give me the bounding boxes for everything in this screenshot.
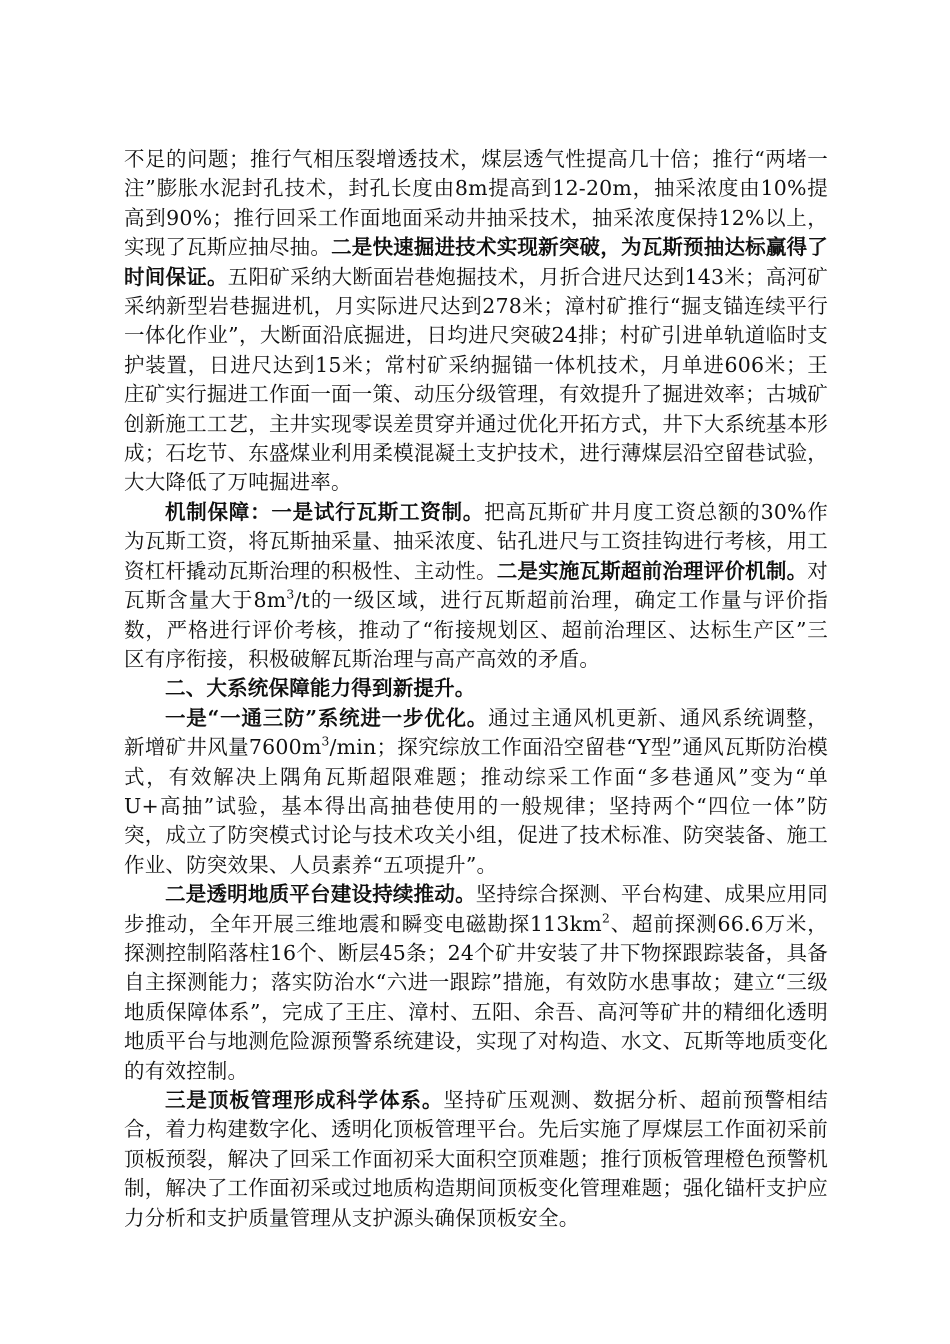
text-run: 把高瓦斯矿井月度工资总额的30%作为瓦斯工资，将瓦斯抽采量、抽采浓度、钻孔进尺与工资挂钩进行考核，用工资杠杆撬动瓦斯治理的积极性、主动性。 (124, 499, 829, 583)
bold-heading-run: 三是顶板管理形成科学体系。 (165, 1088, 444, 1112)
paragraph (124, 145, 828, 498)
text-run: 不足的问题；推行气相压裂增透技术，煤层透气性提高几十倍；推行“两堵一注”膨胀水泥封孔技术，封孔长度由8m提高到12-20m，抽采浓度由10%提高到90%；推行回采工作面地面采动井抽采技术，抽采浓度保持12%以上，实现了瓦斯应抽尽抽。 (124, 147, 828, 260)
text-run: 对瓦斯含量大于8m (124, 558, 828, 613)
bold-heading-run: 二是实施瓦斯超前治理评价机制。 (496, 558, 808, 583)
bold-heading-run: 二是快速掘进技术实现新突破，为瓦斯预抽达标赢得了时间保证。 (124, 235, 828, 289)
bold-heading-run: 一是“一通三防”系统进一步优化。 (165, 705, 489, 730)
document-body (124, 145, 828, 1233)
text-run: 五阳矿采纳大断面岩巷炮掘技术，月折合进尺达到143米；高河矿采纳新型岩巷掘进机，月实际进尺达到278米；漳村矿推行“掘支锚连续平行一体化作业”，大断面沿底掘进，日均进尺突破24排；村矿引进单轨道临时支护装置，日进尺达到15米；常村矿采纳掘锚一体机技术，月单进606米；王庄矿实行掘进工作面一面一策、动压分级管理，有效提升了掘进效率；古城矿创新施工工艺，主井实现零误差贯穿并通过优化开拓方式，井下大系统基本形成；石圪节、东盛煤业利用柔模混凝土支护技术，进行薄煤层沿空留巷试验，大大降低了万吨掘进率。 (124, 264, 828, 495)
paragraph (124, 704, 828, 880)
section-heading (124, 674, 828, 703)
text-run: /min；探究综放工作面沿空留巷“Y型”通风瓦斯防治模式，有效解决上隅角瓦斯超限难题；推动综采工作面“多巷通风”变为“单U+高抽”试验，基本得出高抽巷使用的一般规律；坚持两个“四位一体”防突，成立了防突模式讨论与技术攻关小组，促进了技术标准、防突装备、施工作业、防突效果、人员素养“五项提升”。 (124, 735, 828, 877)
superscript: 3 (321, 734, 330, 749)
bold-heading-run: 机制保障：一是试行瓦斯工资制。 (165, 499, 485, 524)
superscript: 2 (601, 910, 610, 925)
paragraph (124, 1086, 828, 1233)
paragraph (124, 880, 828, 1086)
bold-heading-run: 二是透明地质平台建设持续推动。 (165, 882, 476, 907)
bold-heading-run: 二、大系统保障能力得到新提升。 (165, 676, 476, 701)
text-run: /t的一级区域，进行瓦斯超前治理，确定工作量与评价指数，严格进行评价考核，推动了“衔接规划区、超前治理区、达标生产区”三区有序衔接，积极破解瓦斯治理与高产高效的矛盾。 (124, 588, 828, 671)
text-run: 、超前探测66.6万米，探测控制陷落柱16个、断层45条；24个矿井安装了井下物探跟踪装备，具备自主探测能力；落实防治水“六进一跟踪”措施，有效防水患事故；建立“三级地质保障体系”，完成了王庄、漳村、五阳、余吾、高河等矿井的精细化透明地质平台与地测危险源预警系统建设，实现了对构造、水文、瓦斯等地质变化的有效控制。 (124, 911, 828, 1083)
text-run: 坚持综合探测、平台构建、成果应用同步推动，全年开展三维地震和瞬变电磁勘探113km (124, 882, 829, 936)
text-run: 通过主通风机更新、通风系统调整，新增矿井风量7600m (124, 705, 828, 760)
text-run: 坚持矿压观测、数据分析、超前预警相结合，着力构建数字化、透明化顶板管理平台。先后实施了厚煤层工作面初采前顶板预裂，解决了回采工作面初采大面积空顶难题；推行顶板管理橙色预警机制，解决了工作面初采或过地质构造期间顶板变化管理难题；强化锚杆支护应力分析和支护质量管理从支护源头确保顶板安全。 (124, 1088, 828, 1230)
superscript: 3 (286, 587, 295, 602)
paragraph (124, 498, 828, 674)
